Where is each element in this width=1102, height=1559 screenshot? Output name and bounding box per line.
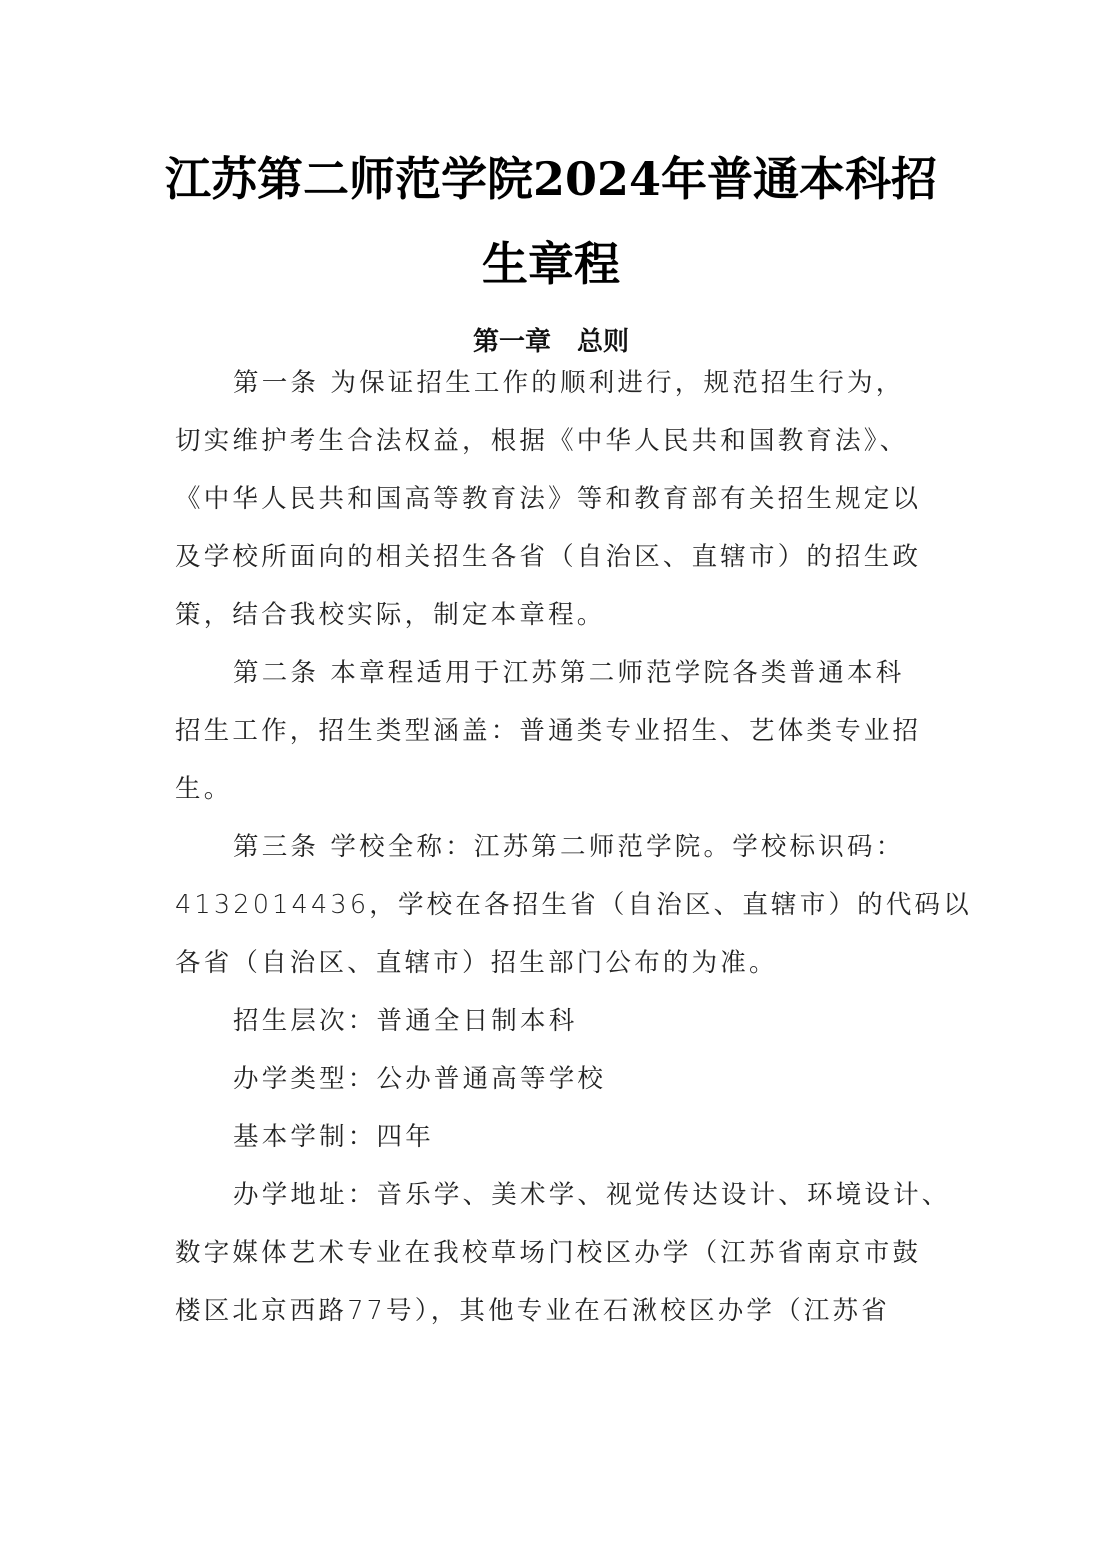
document-title-line-1: 江苏第二师范学院2024年普通本科招 bbox=[164, 152, 938, 206]
paragraph-line: 第三条 学校全称：江苏第二师范学院。学校标识码： bbox=[233, 832, 905, 862]
school-type-line: 办学类型：公办普通高等学校 bbox=[233, 1064, 607, 1094]
paragraph-line: 第一条 为保证招生工作的顺利进行，规范招生行为， bbox=[233, 368, 905, 398]
paragraph-line: 4132014436，学校在各招生省（自治区、直辖市）的代码以 bbox=[175, 890, 972, 920]
paragraph-line: 招生工作，招生类型涵盖：普通类专业招生、艺体类专业招 bbox=[175, 716, 922, 746]
paragraph-line: 策，结合我校实际，制定本章程。 bbox=[175, 600, 606, 630]
paragraph-line: 数字媒体艺术专业在我校草场门校区办学（江苏省南京市鼓 bbox=[175, 1238, 922, 1268]
paragraph-line: 生。 bbox=[175, 774, 233, 804]
paragraph-line: 及学校所面向的相关招生各省（自治区、直辖市）的招生政 bbox=[175, 542, 922, 572]
campus-address-line: 办学地址：音乐学、美术学、视觉传达设计、环境设计、 bbox=[233, 1180, 951, 1210]
enrollment-level-line: 招生层次：普通全日制本科 bbox=[233, 1006, 578, 1036]
study-duration-line: 基本学制：四年 bbox=[233, 1122, 434, 1152]
paragraph-line: 楼区北京西路77号），其他专业在石湫校区办学（江苏省 bbox=[175, 1296, 890, 1326]
chapter-heading: 第一章 总则 bbox=[472, 327, 629, 357]
paragraph-line: 《中华人民共和国高等教育法》等和教育部有关招生规定以 bbox=[175, 484, 922, 514]
paragraph-line: 第二条 本章程适用于江苏第二师范学院各类普通本科 bbox=[233, 658, 905, 688]
paragraph-line: 各省（自治区、直辖市）招生部门公布的为准。 bbox=[175, 948, 778, 978]
document-title-line-2: 生章程 bbox=[482, 237, 620, 291]
paragraph-line: 切实维护考生合法权益，根据《中华人民共和国教育法》、 bbox=[175, 426, 909, 456]
